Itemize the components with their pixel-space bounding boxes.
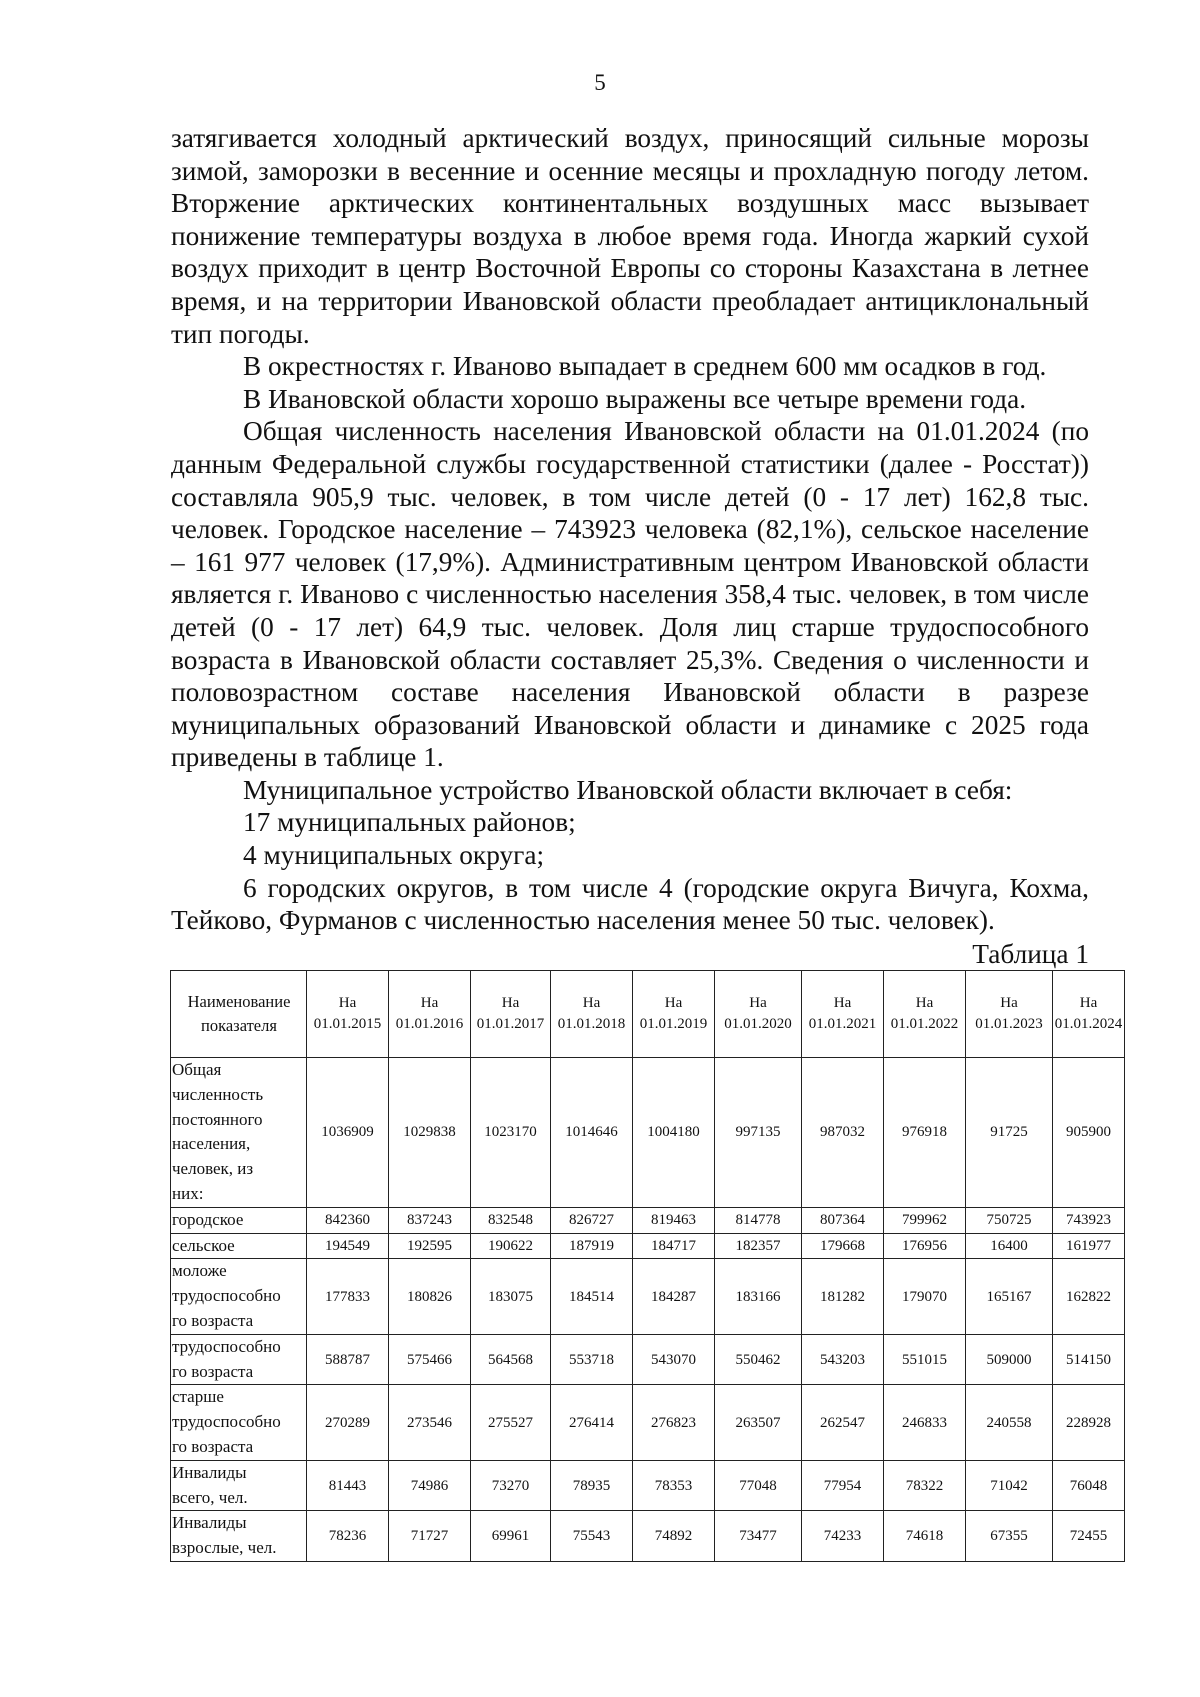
table-cell: 514150 xyxy=(1053,1334,1125,1385)
row-label-line: го возраста xyxy=(172,1310,254,1330)
table-cell: 543070 xyxy=(633,1334,715,1385)
table-cell: 550462 xyxy=(715,1334,802,1385)
table-cell: 750725 xyxy=(966,1207,1053,1233)
table-cell: 976918 xyxy=(884,1058,966,1208)
table-cell: 74233 xyxy=(802,1511,884,1562)
paragraph: В Ивановской области хорошо выражены все четыре времени года. xyxy=(243,383,1027,414)
table-cell: 73477 xyxy=(715,1511,802,1562)
date-prefix: На xyxy=(833,995,852,1011)
table-cell: 176956 xyxy=(884,1233,966,1259)
table-cell: 837243 xyxy=(389,1207,471,1233)
table-cell: 1036909 xyxy=(307,1058,389,1208)
table-cell: 77048 xyxy=(715,1460,802,1511)
table-cell: 842360 xyxy=(307,1207,389,1233)
row-label xyxy=(171,1233,307,1259)
row-label-line: трудоспособно xyxy=(172,1286,281,1306)
table-row xyxy=(171,1460,1125,1511)
table-row xyxy=(171,1334,1125,1385)
date-prefix: На xyxy=(582,995,601,1011)
table-cell: 78322 xyxy=(884,1460,966,1511)
table-cell: 180826 xyxy=(389,1259,471,1334)
table-cell: 192595 xyxy=(389,1233,471,1259)
table-cell: 246833 xyxy=(884,1385,966,1460)
header-date-cell xyxy=(1053,971,1125,1058)
row-label-line: го возраста xyxy=(172,1436,254,1456)
table-body xyxy=(171,971,1125,1562)
table-cell: 73270 xyxy=(471,1460,551,1511)
header-date-cell xyxy=(715,971,802,1058)
table-cell: 997135 xyxy=(715,1058,802,1208)
header-date-cell xyxy=(884,971,966,1058)
table-cell: 177833 xyxy=(307,1259,389,1334)
table-cell: 276414 xyxy=(551,1385,633,1460)
paragraph: Муниципальное устройство Ивановской области включает в себя: xyxy=(243,774,1013,805)
table-cell: 240558 xyxy=(966,1385,1053,1460)
table-cell: 509000 xyxy=(966,1334,1053,1385)
table-cell: 74618 xyxy=(884,1511,966,1562)
table-caption: Таблица 1 xyxy=(972,939,1089,969)
date-prefix: На xyxy=(1079,995,1098,1011)
table-row xyxy=(171,1385,1125,1460)
table-cell: 184514 xyxy=(551,1259,633,1334)
row-label-line: го возраста xyxy=(172,1361,254,1381)
table-cell: 553718 xyxy=(551,1334,633,1385)
table-cell: 91725 xyxy=(966,1058,1053,1208)
table-cell: 1014646 xyxy=(551,1058,633,1208)
table-cell: 832548 xyxy=(471,1207,551,1233)
paragraph: 4 муниципальных округа; xyxy=(243,840,545,871)
table-cell: 743923 xyxy=(1053,1207,1125,1233)
row-label-line: Инвалиды xyxy=(172,1513,247,1533)
row-label-line: Общая xyxy=(172,1060,222,1079)
table-cell: 78353 xyxy=(633,1460,715,1511)
row-label xyxy=(171,1385,307,1460)
row-label-line: численность xyxy=(172,1084,264,1104)
table-row xyxy=(171,1233,1125,1259)
table-cell: 276823 xyxy=(633,1385,715,1460)
table-cell: 16400 xyxy=(966,1233,1053,1259)
date-value: 01.01.2023 xyxy=(975,1016,1043,1032)
table-cell: 162822 xyxy=(1053,1259,1125,1334)
row-label xyxy=(171,1058,307,1208)
table-row xyxy=(171,1511,1125,1562)
table-cell: 74986 xyxy=(389,1460,471,1511)
table-cell: 184287 xyxy=(633,1259,715,1334)
date-prefix: На xyxy=(664,995,683,1011)
table-cell: 814778 xyxy=(715,1207,802,1233)
table-cell: 575466 xyxy=(389,1334,471,1385)
header-label-line: Наименование xyxy=(187,992,291,1011)
date-prefix: На xyxy=(749,995,767,1011)
row-label xyxy=(171,1511,307,1562)
table-cell: 799962 xyxy=(884,1207,966,1233)
table-cell: 194549 xyxy=(307,1233,389,1259)
table-cell: 807364 xyxy=(802,1207,884,1233)
row-label-line: Инвалиды xyxy=(172,1462,247,1482)
table-cell: 228928 xyxy=(1053,1385,1125,1460)
table-cell: 181282 xyxy=(802,1259,884,1334)
date-value: 01.01.2021 xyxy=(808,1016,877,1032)
paragraph: В окрестностях г. Иваново выпадает в среднем 600 мм осадков в год. xyxy=(243,351,1047,382)
table-cell: 905900 xyxy=(1053,1058,1125,1208)
table-cell: 263507 xyxy=(715,1385,802,1460)
date-prefix: На xyxy=(1000,995,1018,1011)
row-label xyxy=(171,1334,307,1385)
date-value: 01.01.2017 xyxy=(476,1016,545,1032)
date-value: 01.01.2016 xyxy=(395,1016,464,1032)
row-label-line: взрослые, чел. xyxy=(172,1538,277,1558)
table-cell: 270289 xyxy=(307,1385,389,1460)
table-cell: 819463 xyxy=(633,1207,715,1233)
row-label xyxy=(171,1207,307,1233)
header-date-cell xyxy=(633,971,715,1058)
table-cell: 179070 xyxy=(884,1259,966,1334)
row-label-line: всего, чел. xyxy=(172,1487,248,1507)
table-cell: 75543 xyxy=(551,1511,633,1562)
table-cell: 275527 xyxy=(471,1385,551,1460)
date-value: 01.01.2024 xyxy=(1054,1016,1123,1032)
date-value: 01.01.2015 xyxy=(313,1016,382,1032)
row-label-line: человек, из xyxy=(172,1159,254,1179)
table-cell: 67355 xyxy=(966,1511,1053,1562)
paragraph: Общая численность населения Ивановской области на 01.01.2024 (по данным Федеральной службы государственной статистики (далее - Росстат)) составляла 905,9 тыс. человек, в том числе детей (0 - 17 лет) 162,8 тыс. человек. Городское население – 743923 человека (82,1%), сельское население – 161 977 человек (17,9%). Административным центром Ивановской области является г. Иваново с численностью населения 358,4 тыс. человек, в том числе детей (0 - 17 лет) 64,9 тыс. человек. Доля лиц старше трудоспособного возраста в Ивановской области составляет 25,3%. Сведения о численности и половозрастном составе населения Ивановской области в разрезе муниципальных образований Ивановской области и динамике с 2025 года приведены в таблице 1. xyxy=(171,416,1089,773)
table-cell: 72455 xyxy=(1053,1511,1125,1562)
table-cell: 77954 xyxy=(802,1460,884,1511)
table-cell: 71727 xyxy=(389,1511,471,1562)
row-label-line: городское xyxy=(172,1209,244,1229)
table-cell: 564568 xyxy=(471,1334,551,1385)
table-cell: 1004180 xyxy=(633,1058,715,1208)
paragraph: 17 муниципальных районов; xyxy=(243,807,576,838)
table-cell: 262547 xyxy=(802,1385,884,1460)
date-prefix: На xyxy=(915,995,934,1011)
row-label-line: трудоспособно xyxy=(172,1412,281,1432)
header-date-cell xyxy=(307,971,389,1058)
table-cell: 826727 xyxy=(551,1207,633,1233)
table-row xyxy=(171,1207,1125,1233)
body-text xyxy=(171,122,1089,937)
row-label xyxy=(171,1259,307,1334)
date-prefix: На xyxy=(420,995,439,1011)
date-value: 01.01.2018 xyxy=(557,1016,626,1032)
table-cell: 987032 xyxy=(802,1058,884,1208)
header-date-cell xyxy=(966,971,1053,1058)
table-cell: 183166 xyxy=(715,1259,802,1334)
table-cell: 273546 xyxy=(389,1385,471,1460)
row-label-line: них: xyxy=(172,1183,204,1203)
table-cell: 543203 xyxy=(802,1334,884,1385)
table-cell: 76048 xyxy=(1053,1460,1125,1511)
paragraph: 6 городских округов, в том числе 4 (городские округа Вичуга, Кохма, Тейково, Фурманов с численностью населения менее 50 тыс. человек). xyxy=(171,872,1089,936)
table-cell: 184717 xyxy=(633,1233,715,1259)
table-cell: 71042 xyxy=(966,1460,1053,1511)
row-label-line: постоянного xyxy=(172,1109,263,1129)
header-indicator-name xyxy=(171,971,307,1058)
date-value: 01.01.2022 xyxy=(890,1016,959,1032)
header-date-cell xyxy=(802,971,884,1058)
table-cell: 1023170 xyxy=(471,1058,551,1208)
table-cell: 81443 xyxy=(307,1460,389,1511)
table-cell: 1029838 xyxy=(389,1058,471,1208)
table-cell: 551015 xyxy=(884,1334,966,1385)
date-prefix: На xyxy=(338,995,357,1011)
table-row xyxy=(171,1259,1125,1334)
date-value: 01.01.2020 xyxy=(724,1016,792,1032)
table-cell: 78935 xyxy=(551,1460,633,1511)
table-cell: 190622 xyxy=(471,1233,551,1259)
table-cell: 69961 xyxy=(471,1511,551,1562)
row-label-line: моложе xyxy=(172,1261,227,1281)
table-cell: 183075 xyxy=(471,1259,551,1334)
header-date-cell xyxy=(471,971,551,1058)
header-date-cell xyxy=(551,971,633,1058)
table-cell: 187919 xyxy=(551,1233,633,1259)
page-number: 5 xyxy=(594,70,606,95)
table-cell: 74892 xyxy=(633,1511,715,1562)
table-cell: 179668 xyxy=(802,1233,884,1259)
paragraph: затягивается холодный арктический воздух, приносящий сильные морозы зимой, заморозки в весенние и осенние месяцы и прохладную погоду летом. Вторжение арктических континентальных воздушных масс вызывает понижение температуры воздуха в любое время года. Иногда жаркий сухой воздух приходит в центр Восточной Европы со стороны Казахстана в летнее время, и на территории Ивановской области преобладает антициклональный тип погоды. xyxy=(171,123,1089,349)
row-label-line: старше xyxy=(172,1387,224,1407)
table-row xyxy=(171,1058,1125,1208)
row-label-line: сельское xyxy=(172,1235,235,1255)
table-header-row xyxy=(171,971,1125,1058)
row-label xyxy=(171,1460,307,1511)
population-table xyxy=(170,970,1125,1562)
table-cell: 588787 xyxy=(307,1334,389,1385)
row-label-line: трудоспособно xyxy=(172,1336,281,1356)
header-date-cell xyxy=(389,971,471,1058)
table-cell: 78236 xyxy=(307,1511,389,1562)
row-label-line: населения, xyxy=(172,1134,251,1154)
table-cell: 161977 xyxy=(1053,1233,1125,1259)
date-prefix: На xyxy=(501,995,520,1011)
header-label-line: показателя xyxy=(201,1016,277,1035)
table-cell: 165167 xyxy=(966,1259,1053,1334)
date-value: 01.01.2019 xyxy=(639,1016,708,1032)
table-cell: 182357 xyxy=(715,1233,802,1259)
